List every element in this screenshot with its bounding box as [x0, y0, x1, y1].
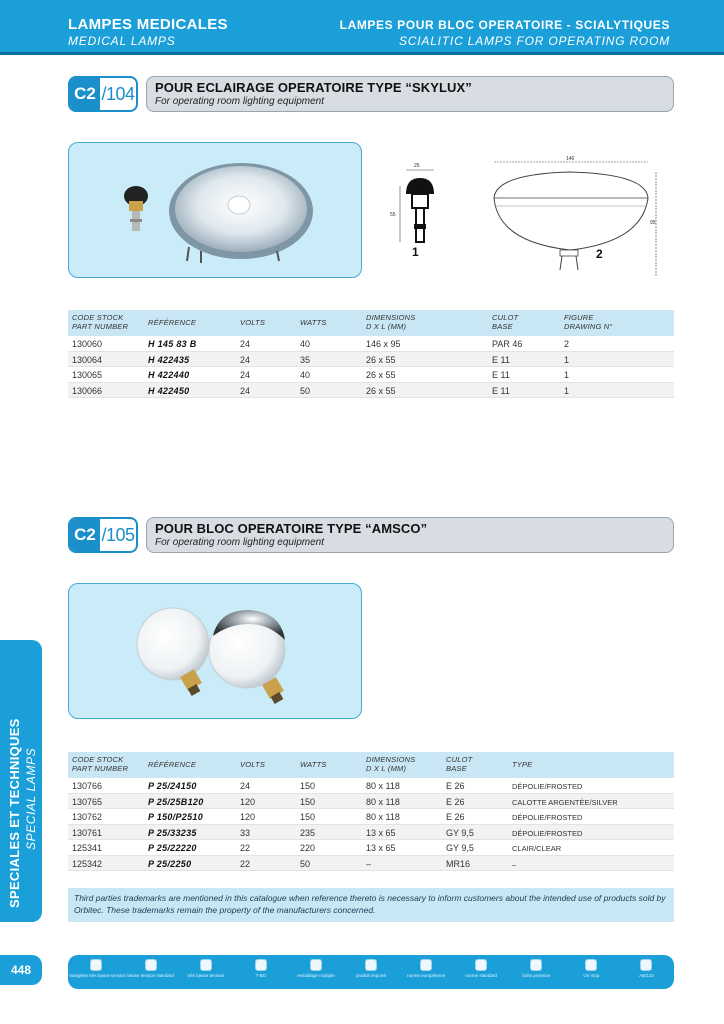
cell-volts: 22 [240, 843, 251, 853]
side-tab-subtitle: SPECIAL LAMPS [24, 747, 38, 850]
cell-fig: 1 [564, 370, 570, 380]
legend-label: halogène très basse tension [69, 973, 126, 978]
cell-dim: 13 x 65 [366, 827, 396, 838]
table-header [68, 752, 674, 778]
section-code-number: /105 [101, 525, 135, 545]
cell-dim: 80 x 118 [366, 812, 400, 822]
section-code-badge [68, 76, 138, 112]
section-title-bar [146, 76, 674, 112]
drawing-1-number: 1 [412, 245, 419, 259]
section-code-number: /104 [101, 84, 135, 104]
table-row [68, 367, 674, 383]
legend-item [69, 959, 126, 987]
cell-watts: 150 [300, 781, 316, 791]
import-icon [365, 959, 377, 971]
cell-volts: 120 [240, 796, 256, 807]
col-culot-header: CULOT BASE [446, 755, 473, 773]
cell-volts: 24 [240, 339, 251, 349]
legend-item [180, 959, 232, 987]
cell-ref: H 145 83 B [148, 339, 197, 349]
legend-label: produit importé [355, 973, 386, 978]
legend-item [510, 959, 562, 987]
cell-dim: 13 x 65 [366, 843, 396, 853]
table-row [68, 383, 674, 399]
header-left-title: LAMPES MEDICALES [68, 16, 228, 33]
cell-volts: 120 [240, 812, 256, 822]
col-volts-header: VOLTS [240, 318, 266, 327]
legend-label: boîte pression [522, 973, 551, 978]
drawing-1-height-label: 55 [390, 212, 396, 218]
col-ref-header: RÉFÉRENCE [148, 760, 197, 769]
table-body [68, 778, 674, 871]
frosted-bulb [137, 608, 209, 696]
drawing-1-capsule [390, 163, 434, 259]
cell-type: DÉPOLIE/FROSTED [512, 782, 583, 791]
cell-fig: 1 [564, 354, 570, 365]
skylux-lamps-illustration [69, 143, 362, 278]
header-right-subtitle: SCIALITIC LAMPS FOR OPERATING ROOM [398, 34, 670, 48]
box-icon [530, 959, 542, 971]
legend-label: T-BD [255, 973, 266, 978]
cell-dim: 26 x 55 [366, 385, 396, 396]
cell-type: DÉPOLIE/FROSTED [512, 813, 583, 822]
cell-ref: H 422435 [148, 354, 190, 365]
section-subtitle: For operating room lighting equipment [155, 96, 324, 107]
cell-watts: 40 [300, 370, 311, 380]
section-header-c2-105 [68, 517, 674, 553]
cell-ref: H 422440 [148, 370, 190, 380]
cell-volts: 24 [240, 354, 251, 365]
cell-fig: 2 [564, 339, 570, 349]
cell-culot: E 11 [492, 385, 510, 396]
trademark-disclaimer: Third parties trademarks are mentioned in this catalogue when reference thereto is necessary to inform customers about the intended use of products sold by Orbitec. These trademarks remain the property of the manufacturers concerned. [68, 888, 674, 922]
cell-culot: E 26 [446, 796, 465, 807]
drawing-2-number: 2 [596, 247, 603, 261]
table-row [68, 778, 674, 794]
table-skylux [68, 310, 674, 398]
table-header [68, 310, 674, 336]
cell-code: 130065 [72, 370, 103, 380]
cell-volts: 24 [240, 385, 251, 396]
legend-item [235, 959, 287, 987]
legend-item [345, 959, 397, 987]
legend-label: norme européenne [407, 973, 446, 978]
legend-label: basse tension standard [127, 973, 174, 978]
section-title-bar [146, 517, 674, 553]
side-tab-title: SPECIALES ET TECHNIQUES [7, 718, 22, 908]
legend-label: AB/123 [639, 973, 654, 978]
col-code-header: CODE STOCK PART NUMBER [72, 755, 129, 773]
cell-culot: E 26 [446, 812, 465, 822]
drawing-2-width-label: 146 [566, 156, 575, 162]
cell-culot: PAR 46 [492, 339, 523, 349]
uv-icon [585, 959, 597, 971]
cell-ref: H 422450 [148, 385, 190, 396]
cell-watts: 50 [300, 858, 311, 869]
legend-item [565, 959, 617, 987]
col-culot-header: CULOT BASE [492, 313, 519, 331]
col-type-header: TYPE [512, 760, 533, 769]
lamp-icon [145, 959, 157, 971]
cell-code: 130765 [72, 796, 103, 807]
cell-type: CALOTTE ARGENTÉE/SILVER [512, 797, 618, 807]
cell-ref: P 25/2250 [148, 858, 192, 869]
cell-watts: 50 [300, 385, 311, 396]
page-number: 448 [0, 955, 42, 985]
cell-culot: GY 9,5 [446, 827, 474, 838]
cell-dim: 80 x 118 [366, 781, 400, 791]
cell-ref: P 25/24150 [148, 781, 197, 791]
cell-code: 130766 [72, 781, 103, 791]
cell-culot: E 11 [492, 354, 510, 365]
section-title: POUR ECLAIRAGE OPERATOIRE TYPE “SKYLUX” [155, 80, 472, 95]
cell-culot: MR16 [446, 858, 471, 869]
legend-item [290, 959, 342, 987]
section-header-c2-104 [68, 76, 674, 112]
col-volts-header: VOLTS [240, 760, 266, 769]
legend-item [400, 959, 452, 987]
cell-culot: E 11 [492, 370, 510, 380]
silver-cap-bulb [209, 610, 285, 704]
legend-label: norme standard [465, 973, 497, 978]
voltage-icon [200, 959, 212, 971]
product-photo-skylux [68, 142, 362, 278]
amsco-bulbs-illustration [69, 584, 362, 719]
cell-dim: 146 x 95 [366, 339, 401, 349]
cell-ref: P 150/P2510 [148, 812, 204, 822]
header-right-title: LAMPES POUR BLOC OPERATOIRE - SCIALYTIQUES [339, 18, 670, 32]
col-ref-header: RÉFÉRENCE [148, 318, 197, 327]
header-rule [0, 52, 724, 55]
footer-legend-bar [68, 955, 674, 989]
ab-icon [640, 959, 652, 971]
cell-code: 130064 [72, 354, 103, 365]
col-fig-header: FIGURE DRAWING N° [564, 313, 613, 331]
cell-dim: 26 x 55 [366, 354, 396, 365]
section-subtitle: For operating room lighting equipment [155, 537, 324, 548]
cell-ref: P 25/22220 [148, 843, 197, 853]
table-row [68, 840, 674, 856]
cell-culot: GY 9,5 [446, 843, 474, 853]
col-dim-header: DIMENSIONS D X L (MM) [366, 313, 416, 331]
section-code-badge [68, 517, 138, 553]
cell-watts: 150 [300, 796, 316, 807]
cell-watts: 150 [300, 812, 316, 822]
table-row [68, 809, 674, 825]
european-icon [420, 959, 432, 971]
cell-dim: 80 x 118 [366, 796, 400, 807]
table-amsco [68, 752, 674, 871]
table-row [68, 794, 674, 810]
cell-watts: 35 [300, 354, 311, 365]
halogen-icon [90, 959, 102, 971]
cell-code: 130761 [72, 827, 103, 838]
section-code-prefix: C2 [70, 78, 100, 110]
cell-type: – [512, 859, 517, 869]
cell-ref: P 25/33235 [148, 827, 197, 838]
product-photo-amsco [68, 583, 362, 719]
cell-type: DÉPOLIE/FROSTED [512, 828, 583, 838]
section-code-prefix: C2 [70, 519, 100, 551]
cell-culot: E 26 [446, 781, 465, 791]
legend-label: emballage multiple [297, 973, 335, 978]
cell-volts: 33 [240, 827, 251, 838]
legend-item [455, 959, 507, 987]
cell-volts: 24 [240, 370, 251, 380]
legend-item [620, 959, 672, 987]
cell-watts: 235 [300, 827, 316, 838]
table-row [68, 825, 674, 841]
cell-volts: 22 [240, 858, 251, 869]
legend-label: UV stop [583, 973, 600, 978]
legend-item [125, 959, 177, 987]
cell-ref: P 25/25B120 [148, 796, 204, 807]
cell-dim: 26 x 55 [366, 370, 396, 380]
drawing-1-width-label: 26 [414, 163, 420, 169]
header-left-subtitle: MEDICAL LAMPS [68, 34, 176, 48]
section-title: POUR BLOC OPERATOIRE TYPE “AMSCO” [155, 521, 428, 536]
cell-code: 125341 [72, 843, 103, 853]
cell-dim: – [366, 858, 372, 869]
cell-watts: 40 [300, 339, 311, 349]
col-code-header: CODE STOCK PART NUMBER [72, 313, 129, 331]
col-dim-header: DIMENSIONS D X L (MM) [366, 755, 416, 773]
t-bd-icon [255, 959, 267, 971]
drawing-2-par46 [494, 156, 656, 276]
cell-code: 125342 [72, 858, 103, 869]
cell-code: 130066 [72, 385, 103, 396]
cell-code: 130762 [72, 812, 103, 822]
technical-drawings [384, 150, 674, 278]
standard-icon [475, 959, 487, 971]
table-row [68, 856, 674, 872]
par46-reflector-lamp [169, 163, 313, 263]
drawing-2-height-label: 95 [650, 220, 656, 226]
cell-type: CLAIR/CLEAR [512, 844, 562, 853]
col-watts-header: WATTS [300, 318, 327, 327]
small-capsule-lamp [124, 186, 148, 231]
cell-code: 130060 [72, 339, 103, 349]
legend-label: très basse tension [187, 973, 224, 978]
category-side-tab [0, 640, 42, 922]
cell-volts: 24 [240, 781, 251, 791]
cell-watts: 220 [300, 843, 316, 853]
cell-fig: 1 [564, 385, 570, 396]
col-watts-header: WATTS [300, 760, 327, 769]
pack-icon [310, 959, 322, 971]
table-body [68, 336, 674, 398]
table-row [68, 336, 674, 352]
table-row [68, 352, 674, 368]
